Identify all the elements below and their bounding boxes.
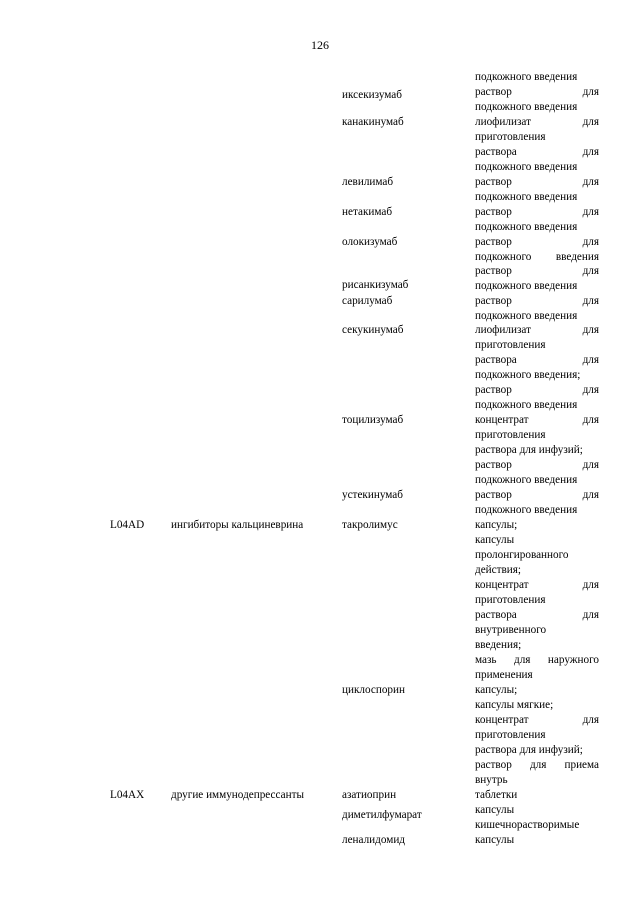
dosage-form-line: подкожного введения [475,191,578,203]
dosage-form-line: капсулы; [475,519,518,531]
drug-name-ustekinumab: устекинумаб [342,489,403,501]
dosage-form-line [475,608,599,623]
dosage-form-text: раствор [475,86,512,98]
dosage-form-line [475,323,599,338]
dosage-form-line [475,115,599,130]
dosage-form-line: таблетки [475,789,518,801]
dosage-form-text: для [582,146,599,158]
atc-group-name: другие иммунодепрессанты [171,789,304,801]
dosage-form-text: раствор [475,265,512,277]
dosage-form-line: подкожного введения [475,474,578,486]
dosage-form-line: раствора для инфузий; [475,744,583,756]
page-number: 126 [311,38,329,52]
dosage-form-text: концентрат [475,714,529,726]
dosage-form-line: подкожного введения; [475,369,581,381]
dosage-form-line [475,713,599,728]
drug-name-sarilumab: сарилумаб [342,295,393,307]
dosage-form-line [475,85,599,100]
dosage-form-line: подкожного введения [475,280,578,292]
dosage-form-text: для [582,714,599,726]
dosage-form-line: приготовления [475,339,546,351]
atc-code: L04AD [110,519,145,531]
drug-name-levilimab: левилимаб [342,176,394,188]
dosage-form-line: приготовления [475,594,546,606]
dosage-form-text: для [582,354,599,366]
dosage-form-text: для [582,176,599,188]
dosage-form-text: раствор [475,206,512,218]
dosage-form-text: раствора [475,354,517,366]
drug-name-sekukinumab: секукинумаб [342,324,404,336]
dosage-form-text: для [582,295,599,307]
dosage-form-text: для [582,414,599,426]
dosage-form-text: раствора [475,609,517,621]
dosage-form-line [475,383,599,398]
dosage-form-text: для [582,324,599,336]
dosage-form-line: подкожного введения [475,101,578,113]
dosage-form-line: капсулы [475,834,515,846]
dosage-form-text: для [582,459,599,471]
dosage-form-text: для [582,236,599,248]
dosage-form-line: приготовления [475,729,546,741]
dosage-form-line: раствор для приема [475,759,599,771]
dosage-form-line: капсулы [475,534,515,546]
dosage-form-line: подкожного введения [475,251,599,263]
dosage-form-text: лиофилизат [475,116,531,128]
drug-name-azatioprin: азатиоприн [342,789,397,801]
dosage-form-text: для [582,206,599,218]
dosage-form-text: для [582,384,599,396]
dosage-form-line: подкожного введения [475,399,578,411]
drug-name-risankizumab: рисанкизумаб [342,279,409,291]
dosage-form-line [475,205,599,220]
dosage-form-line: пролонгированного [475,549,569,561]
drug-name-ciklosporin: циклоспорин [342,684,405,696]
dosage-form-line: приготовления [475,131,546,143]
dosage-form-text: для [582,116,599,128]
dosage-form-line [475,294,599,309]
dosage-form-line: подкожного введения [475,71,578,83]
dosage-form-line: внутривенного [475,624,547,636]
dosage-form-line [475,353,599,368]
dosage-form-text: для [582,489,599,501]
dosage-form-text: раствора [475,146,517,158]
dosage-form-text: для [582,579,599,591]
dosage-form-line: мазь для наружного [475,654,599,666]
dosage-form-line: подкожного введения [475,504,578,516]
dosage-form-text: раствор [475,459,512,471]
dosage-form-line: подкожного введения [475,221,578,233]
dosage-form-line: введения; [475,639,522,651]
dosage-form-text: раствор [475,384,512,396]
dosage-form-text: раствор [475,489,512,501]
dosage-form-line: применения [475,669,533,681]
dosage-form-line: внутрь [475,774,508,786]
dosage-form-line [475,145,599,160]
dosage-form-line: капсулы [475,804,515,816]
dosage-form-text: раствор [475,295,512,307]
drug-name-lenalidomid: леналидомид [342,834,406,846]
drug-name-olokizumab: олокизумаб [342,236,398,248]
dosage-form-line [475,175,599,190]
dosage-form-text: раствор [475,236,512,248]
dosage-form-line: приготовления [475,429,546,441]
drug-name-takrolimus: такролимус [342,519,398,531]
dosage-form-text: раствор [475,176,512,188]
dosage-form-line [475,578,599,593]
drug-name-netakimab: нетакимаб [342,206,393,218]
dosage-form-text: для [582,265,599,277]
drug-name-tocilizumab: тоцилизумаб [342,414,404,426]
dosage-form-text: концентрат [475,414,529,426]
dosage-form-line: действия; [475,564,522,576]
dosage-form-line: капсулы; [475,684,518,696]
dosage-form-line: подкожного введения [475,310,578,322]
atc-code: L04AX [110,789,145,801]
dosage-form-text: лиофилизат [475,324,531,336]
dosage-form-line [475,413,599,428]
drug-name-kanakinumab: канакинумаб [342,116,404,128]
dosage-form-line: раствора для инфузий; [475,444,583,456]
dosage-form-line [475,458,599,473]
dosage-form-line [475,488,599,503]
dosage-form-line: подкожного введения [475,161,578,173]
dosage-form-text: для [582,609,599,621]
drug-name-dimetilfumarat: диметилфумарат [342,809,422,821]
dosage-form-line [475,235,599,250]
dosage-form-text: для [582,86,599,98]
dosage-form-text: концентрат [475,579,529,591]
dosage-form-line: капсулы мягкие; [475,699,554,711]
dosage-form-line [475,264,599,279]
drug-name-iksekizumab: иксекизумаб [342,89,402,101]
dosage-form-line: кишечнорастворимые [475,819,580,831]
atc-group-name: ингибиторы кальциневрина [171,519,304,531]
